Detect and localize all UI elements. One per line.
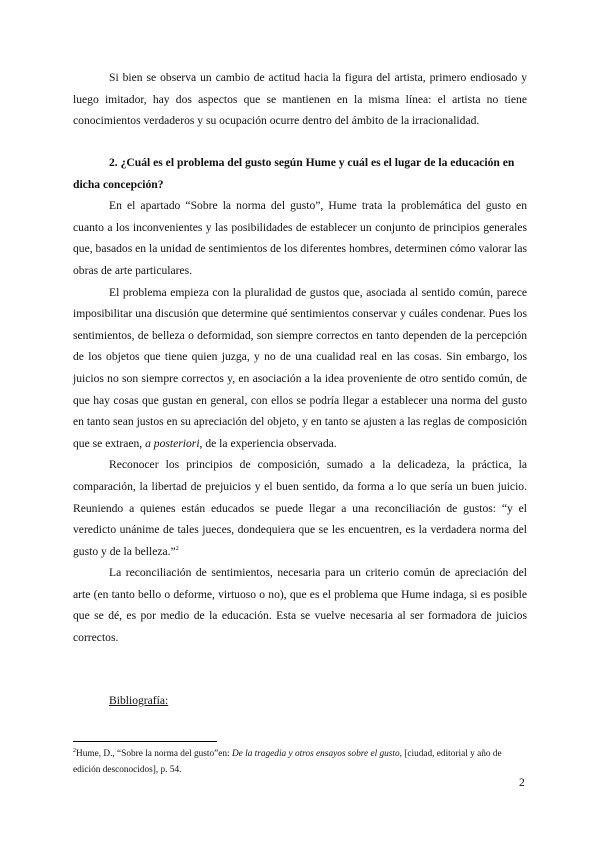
footnote-title: De la tragedia y otros ensayos sobre el gusto,	[231, 749, 402, 759]
paragraph-3	[73, 454, 527, 562]
intro-paragraph: Si bien se observa un cambio de actitud hacia la figura del artista, primero endiosado y luego imitador, hay dos aspectos que se mantienen en la misma línea: el artista no tiene conocimientos verdaderos y su ocupación ocurre dentro del ámbito de la irracionalidad.	[73, 71, 527, 128]
paragraph-2	[73, 282, 527, 455]
footnote-details: [ciudad, editorial y año de edición desconocidos], p. 54.	[73, 749, 502, 775]
footnote-author: Hume, D., “Sobre la norma del gusto”en:	[76, 749, 232, 759]
footnote-separator	[73, 741, 217, 742]
page-number: 2	[519, 776, 525, 789]
footnote-ref[interactable]: 2	[175, 545, 179, 552]
footnote-number: 2	[73, 747, 76, 754]
paragraph-2-text: El problema empieza con la pluralidad de gustos que, asociada al sentido común, parece imposibilitar una discusión que determine qué sentimientos conservar y cuáles condenar. Pues los sentimientos, de belleza o deformidad, son siempre correctos en tanto dependen de la percepción de los objetos que tiene quien juzga, y no de una cualidad real en las cosas. Sin embargo, los juicios no son siempre correctos y, en asociación a la idea proveniente de otro sentido común, de que hay cosas que gustan en general, con ellos se podría llegar a establecer una norma del gusto en tanto sean justos en su apreciación del objeto, y en tanto se ajusten a las reglas de composición que se extraen,	[73, 285, 527, 450]
paragraph-3-text: Reconocer los principios de composición, sumado a la delicadeza, la práctica, la comparación, la libertad de prejuicios y el buen sentido, da forma a lo que sería un buen juicio. Reuniendo a quienes están educados se puede llegar a una reconciliación de gustos: “y el veredicto unánime de tales jueces, dondequiera que se les encuentren, es la verdadera norma del gusto y de la belleza.”	[73, 458, 527, 558]
paragraph-1: En el apartado “Sobre la norma del gusto”, Hume trata la problemática del gusto en cuanto a los inconvenientes y las posibilidades de establecer un conjunto de principios generales que, basados en la unidad de sentimientos de los diferentes hombres, determinen cómo valorar las obras de arte particulares.	[73, 199, 527, 277]
bibliography-heading: Bibliografía:	[109, 694, 169, 707]
paragraph-4: La reconciliación de sentimientos, necesaria para un criterio común de apreciación del arte (en tanto bello o deforme, virtuoso o no), que es el problema que Hume indaga, si es posible que se dé, es por medio de la educación. Esta se vuelve necesaria al ser formadora de juicios correctos.	[73, 566, 527, 645]
paragraph-2-end: , de la experiencia observada.	[199, 436, 337, 450]
section-2	[73, 152, 527, 649]
section-heading: 2. ¿Cuál es el problema del gusto según Hume y cuál es el lugar de la educación en dicha concepción?	[73, 156, 515, 191]
intro-block	[73, 67, 527, 132]
a-posteriori-emphasis: a posteriori	[145, 436, 200, 450]
footnote	[73, 746, 527, 778]
